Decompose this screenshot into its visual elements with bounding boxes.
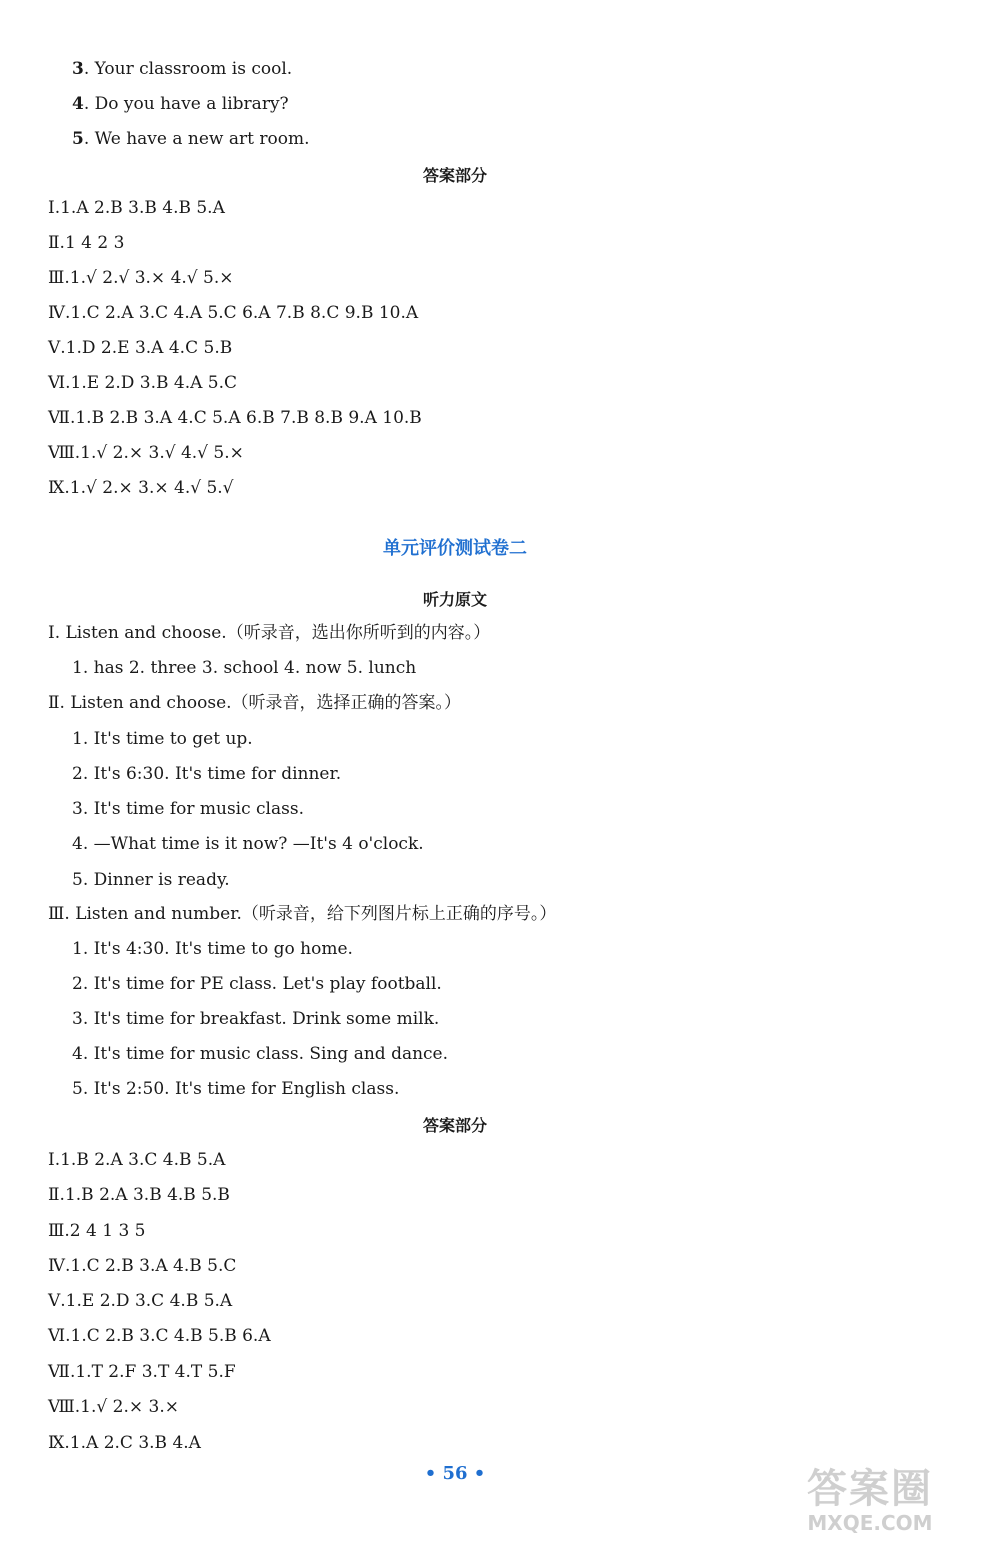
answer-row: Ⅳ.1.C 2.A 3.C 4.A 5.C 6.A 7.B 8.C 9.B 10.A xyxy=(48,303,419,323)
answer-row: Ⅳ.1.C 2.B 3.A 4.B 5.C xyxy=(48,1256,237,1276)
section-3-item: 1. It's 4:30. It's time to go home. xyxy=(72,939,353,959)
section-2-item: 5. Dinner is ready. xyxy=(72,870,230,890)
section-1-heading: Ⅰ. Listen and choose.（听录音，选出你所听到的内容。） xyxy=(48,623,491,643)
section-2-item: 1. It's time to get up. xyxy=(72,729,253,749)
answer-row: Ⅶ.1.B 2.B 3.A 4.C 5.A 6.B 7.B 8.B 9.A 10.B xyxy=(48,408,422,428)
sentence-3: 3. Your classroom is cool. xyxy=(72,59,293,79)
answer-row: Ⅴ.1.E 2.D 3.C 4.B 5.A xyxy=(48,1291,233,1311)
page-number: • 56 • xyxy=(424,1463,486,1484)
section-3-item: 3. It's time for breakfast. Drink some milk. xyxy=(72,1009,440,1029)
section-2-item: 4. —What time is it now? —It's 4 o'clock. xyxy=(72,834,424,854)
answer-row: Ⅰ.1.B 2.A 3.C 4.B 5.A xyxy=(48,1150,226,1170)
section-2-item: 3. It's time for music class. xyxy=(72,799,304,819)
answer-row: Ⅲ.1.√ 2.√ 3.× 4.√ 5.× xyxy=(48,268,234,288)
answer-row: Ⅸ.1.√ 2.× 3.× 4.√ 5.√ xyxy=(48,478,234,498)
answer-row: Ⅴ.1.D 2.E 3.A 4.C 5.B xyxy=(48,338,233,358)
section-2-heading: Ⅱ. Listen and choose.（听录音，选择正确的答案。） xyxy=(48,693,462,713)
answer-row: Ⅸ.1.A 2.C 3.B 4.A xyxy=(48,1433,201,1453)
answer-row: Ⅵ.1.E 2.D 3.B 4.A 5.C xyxy=(48,373,238,393)
section-3-item: 2. It's time for PE class. Let's play football. xyxy=(72,974,442,994)
answer-row: Ⅷ.1.√ 2.× 3.× xyxy=(48,1397,179,1417)
listening-heading: 听力原文 xyxy=(422,590,487,609)
answer-row: Ⅶ.1.T 2.F 3.T 4.T 5.F xyxy=(48,1362,236,1382)
section-2-item: 2. It's 6:30. It's time for dinner. xyxy=(72,764,342,784)
section-3-item: 5. It's 2:50. It's time for English class. xyxy=(72,1079,400,1099)
section-3-item: 4. It's time for music class. Sing and dance. xyxy=(72,1044,449,1064)
watermark-logo: 答案圈 MXQE.COM xyxy=(807,1466,933,1535)
unit-title: 单元评价测试卷二 xyxy=(383,538,527,559)
section-1-line: 1. has 2. three 3. school 4. now 5. lunch xyxy=(72,658,417,678)
answer-row: Ⅲ.2 4 1 3 5 xyxy=(48,1221,146,1241)
answer-row: Ⅵ.1.C 2.B 3.C 4.B 5.B 6.A xyxy=(48,1326,271,1346)
sentence-5: 5. We have a new art room. xyxy=(72,129,310,149)
answers-heading-1: 答案部分 xyxy=(422,166,487,185)
answers-heading-2: 答案部分 xyxy=(422,1116,487,1135)
answer-row: Ⅱ.1.B 2.A 3.B 4.B 5.B xyxy=(48,1185,230,1205)
sentence-4: 4. Do you have a library? xyxy=(72,94,289,114)
answer-row: Ⅰ.1.A 2.B 3.B 4.B 5.A xyxy=(48,198,225,218)
section-3-heading: Ⅲ. Listen and number.（听录音，给下列图片标上正确的序号。） xyxy=(48,904,557,924)
answer-row: Ⅷ.1.√ 2.× 3.√ 4.√ 5.× xyxy=(48,443,244,463)
answer-row: Ⅱ.1 4 2 3 xyxy=(48,233,125,253)
